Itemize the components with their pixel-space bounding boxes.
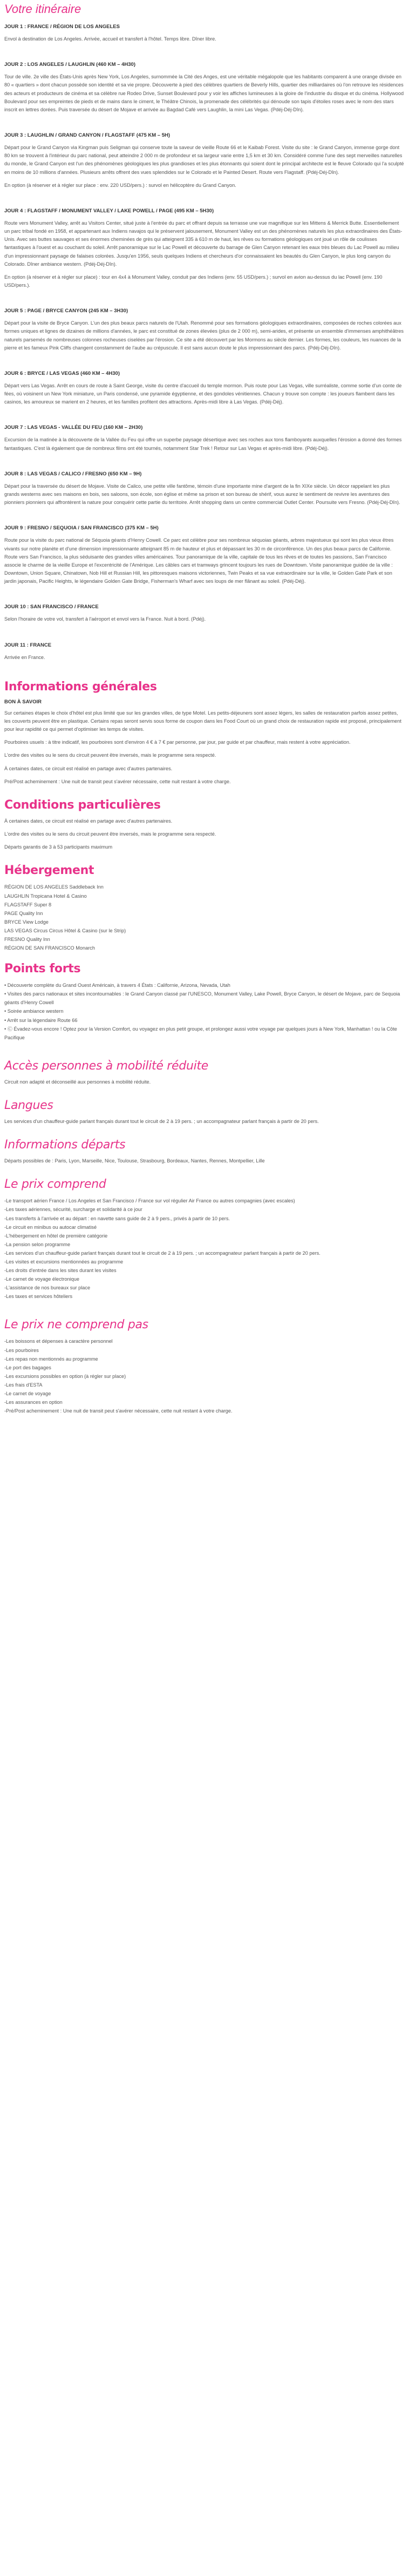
day-paragraph: Départ pour la traversée du désert de Mojave. Visite de Calico, une petite ville fantôme, témoin d'une importante mine d'argent de la fin XIXe siècle. Un décor rappelant les plus grands westerns avec ses maisons en bois, ses saloons, son école, son église et même sa prison et son bureau de shérif, vous aurez le sentiment de revivre les aventures des pionniers pionniers qui affrontèrent la nature pour conquérir cette partie du territoire. Arrêt shopping dans un centre commercial Outlet Center. Poursuite vers Fresno. (Pdéj-Déj-Dîn). xyxy=(4,483,400,506)
hotel-item: LAUGHLIN Tropicana Hotel & Casino xyxy=(4,893,87,899)
included-item: -L'hébergement en hôtel de première catégorie xyxy=(4,1233,108,1239)
day-title: JOUR 5 : PAGE / BRYCE CANYON (245 KM – 3H30) xyxy=(4,308,128,314)
prix-ne-comprend-section xyxy=(4,1318,405,1415)
excluded-item: -Les excursions possibles en option (à régler sur place) xyxy=(4,1373,126,1379)
pmr-heading: Accès personnes à mobilité réduite xyxy=(4,1059,208,1073)
conditions-paragraph: L'ordre des visites ou le sens du circuit peuvent être inversés, mais le programme sera respecté. xyxy=(4,831,216,837)
included-item: -L'assistance de nos bureaux sur place xyxy=(4,1285,91,1291)
prix-ne-comprend-heading: Le prix ne comprend pas xyxy=(4,1318,148,1332)
day-block xyxy=(4,308,405,352)
included-item: -Le transport aérien France / Los Angeles et San Francisco / France sur vol régulier Air France ou autres compagnies (avec escales) xyxy=(4,1198,295,1204)
info-paragraphs xyxy=(4,709,405,786)
day-block xyxy=(4,132,405,190)
day-paragraph: Selon l'horaire de votre vol, transfert à l'aéroport et envol vers la France. Nuit à bord. (Pdéj). xyxy=(4,616,206,622)
included-item: -Le circuit en minibus ou autocar climatisé xyxy=(4,1224,97,1230)
included-item: -Les taxes aériennes, sécurité, surcharge et solidarité à ce jour xyxy=(4,1207,142,1213)
day-paragraph: Tour de ville. 2e ville des États-Unis après New York, Los Angeles, surnommée la Cité des Anges, est une véritable mégalopole que les habitants comparent à une orange divisée en 80 « quartiers » dont chacun possède son identité et sa vie propre. Découverte à pied des célèbres quartiers de Beverly Hills, quartier des milliardaires où l'on retrouve les résidences des acteurs et producteurs de cinéma et sa célèbre rue Rodeo Drive, Sunset Boulevard pour y voir les affiches lumineuses à la gloire de l'industrie du disque et du cinéma. Hollywood Boulevard pour ses empreintes de pieds et de mains dans le ciment, le Théâtre Chinois, la promenade des célébrités qui dénoude son tapis d'étoiles roses avec le nom des stars inscrit en lettres dorées. Puis traversée du désert de Mojave et arrivée au Bagdad Café vers Laughlin, la mini Las Vegas. (Pdéj-Déj-Dîn). xyxy=(4,74,404,112)
day-paragraph: Route vers Monument Valley, arrêt au Visitors Center, situé juste à l'entrée du parc et offrant depuis sa terrasse une vue magnifique sur les Mittens & Merrick Butte. Essentiellement un parc tribal fondé en 1958, et appartenant aux Indiens navajos qui le préservent jalousement, Monument Valley est un des phénomènes naturels les plus extraordinaires des États-Unis. Avec ses buttes sauvages et ses énormes cheminées de grès qui atteignent 335 à 610 m de haut, les rêves ou formations géologiques ont joué un rôle de coulisses fantastiques à l'ouest et au couchant du soleil. Arrêt panoramique sur le Lac Powell et découverte du barrage de Glen Canyon retenant les eaux très bleues du Lac Powell au milieu d'un impressionnant paysage de falaises colorées. Jusqu'en 1956, seuls quelques Indiens et chercheurs d'or connaissaient les beautés du Glen Canyon, le plus long canyon du Colorado. Dîner ambiance western. (Pdéj-Déj-Dîn). xyxy=(4,220,403,267)
prix-ne-comprend-list xyxy=(4,1337,405,1415)
hotel-item: RÉGION DE LOS ANGELES Saddleback Inn xyxy=(4,884,104,890)
pmr-section xyxy=(4,1059,405,1086)
included-item: -La pension selon programme xyxy=(4,1241,71,1247)
day-paragraph: Excursion de la matinée à la découverte de la Vallée du Feu qui offre un superbe paysage désertique avec ses roches aux tons flamboyants auxquelles l'érosion a donné des formes fantastiques. C'est là également que de nombreux films ont été tournés, notamment Star Trek ! Retour sur Las Vegas et après-midi libre. (Pdéj-Déj). xyxy=(4,437,402,451)
included-item: -Les transferts à l'arrivée et au départ : en navette sans guide de 2 à 9 pers., privés à partir de 10 pers. xyxy=(4,1215,230,1221)
info-paragraph: Sur certaines étapes le choix d'hôtel est plus limité que sur les grandes villes, de type Motel. Les petits-déjeuners sont assez légers, les salles de restauration parfois assez petites, les couverts peuvent être en plastique. Certains repas seront servis sous forme de coupon dans les Food Court où un grand choix de restauration rapide est proposé, principalement pour leur rapidité ce qui permet d'optimiser les temps de visites. xyxy=(4,710,401,732)
hotel-item: LAS VEGAS Circus Circus Hôtel & Casino (sur le Strip) xyxy=(4,927,126,933)
day-title: JOUR 1 : FRANCE / RÉGION DE LOS ANGELES xyxy=(4,24,120,30)
excluded-item: -Les frais d'ESTA xyxy=(4,1382,43,1388)
day-block xyxy=(4,24,405,43)
departs-paragraph: Départs possibles de : Paris, Lyon, Marseille, Nice, Toulouse, Strasbourg, Bordeaux, Nantes, Rennes, Montpellier, Lille xyxy=(4,1158,265,1164)
excluded-item: -Les boissons et dépenses à caractère personnel xyxy=(4,1339,113,1344)
day-paragraph: Départ pour la visite de Bryce Canyon. L'un des plus beaux parcs naturels de l'Utah. Renommé pour ses formations géologiques extraordinaires, composées de roches colorées aux formes uniques et lignes de dizaines de millions d'années, le parc est constitué de zones élevées (plus de 2 000 m), semi-arides, et présente un ensemble d'immenses amphithéâtres naturels parsemés de nombreuses colonnes rocheuses ciselées par l'érosion. Ce site a été découvert par les Mormons au siècle dernier. Les formes, les couleurs, les nuances de la pierre et les fameux Pink Cliffs changent constamment de l'aube au crépuscule. Il est sans aucun doute le plus impressionnant des parcs. (Pdéj-Déj-Dîn). xyxy=(4,320,404,351)
langues-section xyxy=(4,1099,405,1126)
pmr-paragraphs xyxy=(4,1078,405,1086)
day-paragraph: Arrivée en France. xyxy=(4,654,45,660)
day-title: JOUR 9 : FRESNO / SEQUOIA / SAN FRANCISCO (375 KM – 5H) xyxy=(4,525,159,532)
excluded-item: -Le port des bagages xyxy=(4,1364,51,1370)
included-item: -Les droits d'entrée dans les sites durant les visites xyxy=(4,1268,117,1274)
included-item: -Les visites et excursions mentionnées au programme xyxy=(4,1259,124,1265)
day-block xyxy=(4,208,405,290)
day-title: JOUR 4 : FLAGSTAFF / MONUMENT VALLEY / LAKE POWELL / PAGE (495 KM – 5H30) xyxy=(4,207,214,214)
conditions-section xyxy=(4,798,405,852)
langues-paragraphs xyxy=(4,1118,405,1126)
pmr-paragraph: Circuit non adapté et déconseillé aux personnes à mobilité réduite. xyxy=(4,1079,151,1085)
day-title: JOUR 8 : LAS VEGAS / CALICO / FRESNO (650 KM – 9H) xyxy=(4,470,142,477)
hotel-item: RÉGION DE SAN FRANCISCO Monarch xyxy=(4,945,95,951)
excluded-item: -Le carnet de voyage xyxy=(4,1391,51,1397)
excluded-item: -Pré/Post acheminement : Une nuit de transit peut s'avérer nécessaire, cette nuit restant à votre charge. xyxy=(4,1408,233,1414)
info-paragraph: Pré/Post acheminement : Une nuit de transit peut s'avérer nécessaire, cette nuit restant à votre charge. xyxy=(4,778,231,784)
hebergement-section xyxy=(4,864,405,952)
conditions-paragraph: À certaines dates, ce circuit est réalisé en partage avec d'autres partenaires. xyxy=(4,818,173,824)
day-paragraph: En option (à réserver et à régler sur place : env. 220 USD/pers.) : survol en hélicoptère du Grand Canyon. xyxy=(4,182,236,188)
included-item: -Les taxes et services hôteliers xyxy=(4,1294,73,1300)
day-title: JOUR 7 : LAS VEGAS - VALLÉE DU FEU (160 KM – 2H30) xyxy=(4,425,143,431)
hotel-item: FRESNO Quality Inn xyxy=(4,936,50,942)
highlight-item: • Visites des parcs nationaux et sites incontournables : le Grand Canyon classé par l'UNESCO, Monument Valley, Lake Powell, Bryce Canyon, le désert de Mojave, parc de Sequoia géants d'Henry Cowell xyxy=(4,991,400,1006)
day-block xyxy=(4,471,405,507)
day-title: JOUR 6 : BRYCE / LAS VEGAS (460 KM – 4H30) xyxy=(4,370,120,376)
day-block xyxy=(4,525,405,586)
day-block xyxy=(4,371,405,407)
hebergement-heading: Hébergement xyxy=(4,864,94,878)
departs-heading: Informations départs xyxy=(4,1138,126,1152)
included-item: -Les services d'un chauffeur-guide parlant français durant tout le circuit de 2 à 19 pers. ; un accompagnateur parlant français à partir de 20 pers. xyxy=(4,1250,321,1256)
day-paragraph: En option (à réserver et à régler sur place) : tour en 4x4 à Monument Valley, conduit par des Indiens (env. 55 USD/pers.) ; survol en avion au-dessus du lac Powell (env. 190 USD/pers.). xyxy=(4,274,383,288)
info-paragraph: L'ordre des visites ou le sens du circuit peuvent être inversés, mais le programme sera respecté. xyxy=(4,752,216,758)
excluded-item: -Les assurances en option xyxy=(4,1400,63,1405)
day-block xyxy=(4,62,405,114)
day-title: JOUR 11 : FRANCE xyxy=(4,642,52,648)
day-title: JOUR 2 : LOS ANGELES / LAUGHLIN (460 KM – 4H30) xyxy=(4,62,135,68)
highlight-item: • Découverte complète du Grand Ouest Américain, à travers 4 États : Californie, Arizona, Nevada, Utah xyxy=(4,983,230,988)
hotel-item: FLAGSTAFF Super 8 xyxy=(4,902,52,907)
info-heading: Informations générales xyxy=(4,680,157,694)
info-paragraph: À certaines dates, ce circuit est réalisé en partage avec d'autres partenaires. xyxy=(4,765,173,771)
prix-comprend-section xyxy=(4,1178,405,1301)
prix-comprend-list xyxy=(4,1196,405,1301)
conditions-paragraphs xyxy=(4,817,405,852)
day-list xyxy=(4,24,405,662)
day-title: JOUR 3 : LAUGHLIN / GRAND CANYON / FLAGSTAFF (475 KM – 5H) xyxy=(4,132,171,139)
langues-paragraph: Les services d'un chauffeur-guide parlant français durant tout le circuit de 2 à 19 pers. ; un accompagnateur parlant français à partir de 20 pers. xyxy=(4,1119,319,1124)
hotel-item: PAGE Quality Inn xyxy=(4,910,43,916)
langues-heading: Langues xyxy=(4,1099,53,1112)
forts-list xyxy=(4,981,405,1042)
departs-paragraphs xyxy=(4,1157,405,1165)
info-subheading: BON À SAVOIR xyxy=(4,698,42,705)
day-paragraph: Route pour la visite du parc national de Séquoia géants d'Henry Cowell. Ce parc est célèbre pour ses nombreux séquoias géants, arbres majestueux qui sont les plus vieux êtres vivants sur notre planète et d'une dimension impressionnante atteignant 85 m de hauteur et plus et dépassant les 30 m de circonférence. Un des plus beaux parcs de Californie. Route vers San Francisco, la plus séduisante des grandes villes américaines. Tour panoramique de la ville, capitale de tous les rêves et de toutes les passions, San Francisco associe le charme de la vieille Europe et l'excentricité de l'Amérique. Les câbles cars et tramways grincent toujours les rues de Downtown. Visite panoramique guidée de la ville : Downtown, Union Square, Chinatown, Nob Hill et Russian Hill, les pittoresques maisons victoriennes, Twin Peaks et sa vue extraordinaire sur la ville, le Golden Gate Park et son jardin japonais, Pacific Heights, le légendaire Golden Gate Bridge, Fisherman's Wharf avec ses loups de mer flânant au soleil. (Pdéj-Déj). xyxy=(4,537,394,584)
itinerary-page xyxy=(0,2,409,1415)
info-section xyxy=(4,680,405,786)
excluded-item: -Les pourboires xyxy=(4,1347,39,1353)
conditions-paragraph: Départs garantis de 3 à 53 participants maximum xyxy=(4,844,113,850)
highlight-item: • Ⓒ Évadez-vous encore ! Optez pour la Version Comfort, ou voyagez en plus petit groupe, et prolongez aussi votre voyage par quelques jours à New York, Manhattan ! ou la Côte Pacifique xyxy=(4,1026,397,1040)
day-paragraph: Envol à destination de Los Angeles. Arrivée, accueil et transfert à l'hôtel. Temps libre. Dîner libre. xyxy=(4,36,216,42)
day-block xyxy=(4,642,405,662)
day-title: JOUR 10 : SAN FRANCISCO / FRANCE xyxy=(4,604,99,610)
info-paragraph: Pourboires usuels : à titre indicatif, les pourboires sont d'environ 4 € à 7 € par personne, par jour, par guide et par chauffeur, mais restent à votre appréciation. xyxy=(4,739,351,745)
excluded-item: -Les repas non mentionnés au programme xyxy=(4,1356,98,1362)
highlight-item: • Arrêt sur la légendaire Route 66 xyxy=(4,1017,78,1023)
prix-comprend-heading: Le prix comprend xyxy=(4,1178,106,1192)
day-block xyxy=(4,604,405,623)
included-item: -Le carnet de voyage électronique xyxy=(4,1276,79,1282)
hebergement-list xyxy=(4,883,405,952)
day-paragraph: Départ pour le Grand Canyon via Kingman puis Seligman qui conserve toute la saveur de vieille Route 66 et le Kaibab Forest. Visite du site : le Grand Canyon, immense gorge dont 80 km se trouvent à l'intérieur du parc national, peut atteindre 2 000 m de profondeur et sa largeur varie entre 1,5 km et 30 km. Considéré comme l'une des sept merveilles naturelles du monde, le Grand Canyon est l'un des phénomènes géologiques les plus grandioses et les plus étonnants qui soient dont le principal architecte est le fleuve Colorado qui l'a sculpté en moins de 10 millions d'années. Plusieurs arrêts offrent des vues splendides sur le Colorado et le Painted Desert. Route vers Flagstaff. (Pdéj-Déj-Dîn). xyxy=(4,145,404,175)
page-title: Votre itinéraire xyxy=(4,2,81,16)
conditions-heading: Conditions particulières xyxy=(4,798,161,812)
day-block xyxy=(4,425,405,452)
forts-section xyxy=(4,962,405,1042)
highlight-item: • Soirée ambiance western xyxy=(4,1008,64,1014)
departs-section xyxy=(4,1138,405,1165)
day-paragraph: Départ vers Las Vegas. Arrêt en cours de route à Saint George, visite du centre d'accueil du temple mormon. Puis route pour Las Vegas, ville surréaliste, comme sortie d'un conte de fées, où voisinent un New York miniature, un Paris condensé, une pyramide égyptienne, et des gondoles vénitiennes. Chacun y trouve son compte : les joueurs flambent dans les casinos, les amoureux se marient en 2 heures, et les familles profitent des attractions. Après-midi libre à Las Vegas. (Pdéj-Déj). xyxy=(4,382,402,405)
hotel-item: BRYCE View Lodge xyxy=(4,919,49,925)
forts-heading: Points forts xyxy=(4,962,81,976)
